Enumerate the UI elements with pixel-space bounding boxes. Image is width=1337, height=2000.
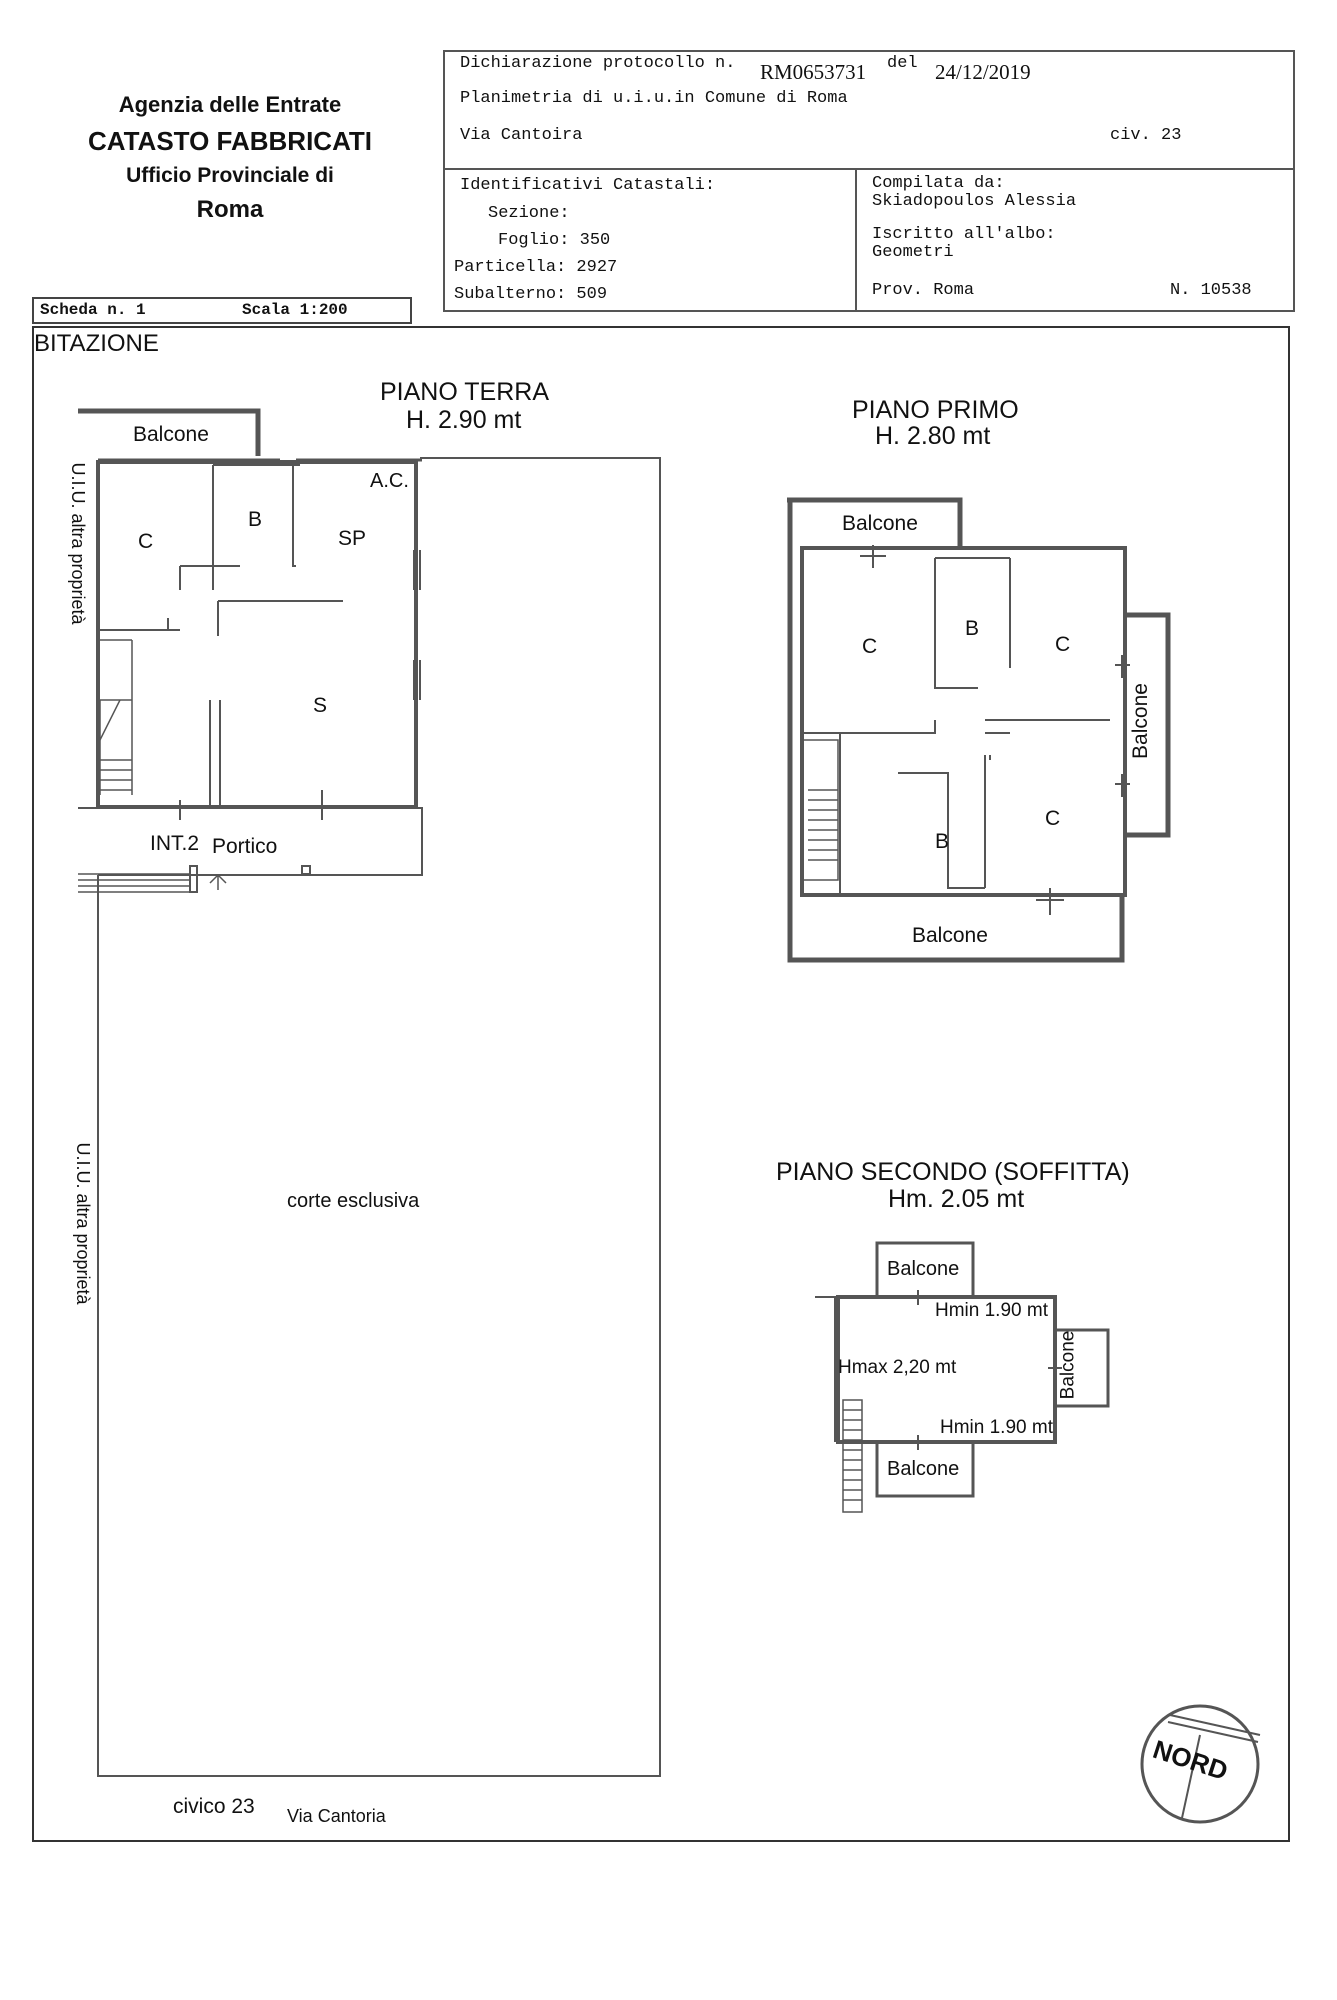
ground-ac-label: A.C. [370, 470, 409, 492]
second-floor-height: Hm. 2.05 mt [888, 1185, 1025, 1213]
albo-label: Iscritto all'albo: [872, 225, 1056, 244]
agency-name: Agenzia delle Entrate [118, 92, 342, 117]
first-room-b2: B [935, 830, 950, 853]
corte-boundary [98, 458, 660, 1776]
second-floor-title: PIANO SECONDO (SOFFITTA) [776, 1158, 1130, 1186]
foglio: Foglio: 350 [498, 231, 611, 250]
identifiers-title: Identificativi Catastali: [460, 176, 716, 195]
uiu-bottom-label: U.I.U. altra proprietà [73, 1142, 93, 1305]
protocol-number: RM0653731 [760, 60, 867, 84]
first-balcone-right-label: Balcone [1128, 683, 1152, 759]
hmin-bottom-label: Hmin 1.90 mt [940, 1417, 1053, 1438]
corte-label: corte esclusiva [287, 1190, 420, 1212]
protocol-label: Dichiarazione protocollo n. [460, 54, 736, 73]
section-title: BITAZIONE [34, 330, 159, 357]
catasto-title: CATASTO FABBRICATI [87, 126, 373, 156]
civico-label: civico 23 [173, 1795, 255, 1818]
first-floor-title: PIANO PRIMO [852, 396, 1019, 424]
sezione: Sezione: [488, 204, 570, 223]
uiu-top-label: U.I.U. altra proprietà [68, 462, 88, 625]
first-room-c2: C [1055, 633, 1071, 656]
first-room-c3: C [1045, 807, 1061, 830]
ground-room-s: S [313, 694, 328, 717]
first-balcone-bottom-label: Balcone [912, 924, 988, 947]
office-city: Roma [196, 196, 264, 223]
civic-number: civ. 23 [1110, 126, 1182, 145]
first-floor-height: H. 2.80 mt [875, 422, 991, 450]
plan-line: Planimetria di u.i.u.in Comune di Roma [460, 89, 848, 108]
scale-label: Scala 1:200 [242, 301, 348, 319]
subalterno: Subalterno: 509 [454, 285, 608, 304]
int-label: INT.2 [150, 832, 200, 855]
ground-floor-height: H. 2.90 mt [406, 406, 522, 434]
protocol-date: 24/12/2019 [935, 60, 1031, 84]
compass-label: NORD [1149, 1733, 1232, 1787]
second-balcone-right-label: Balcone [1057, 1330, 1079, 1400]
registration-number: N. 10538 [1170, 281, 1252, 300]
ground-balcone-label: Balcone [133, 423, 209, 446]
via-label: Via Cantoria [287, 1806, 386, 1826]
compiler-label: Compilata da: [872, 174, 1005, 193]
street-name: Via Cantoira [460, 126, 583, 145]
particella: Particella: 2927 [454, 258, 618, 277]
compiler-name: Skiadopoulos Alessia [872, 192, 1077, 211]
portico-label: Portico [212, 835, 278, 858]
first-balcone-top-label: Balcone [842, 512, 918, 535]
albo-value: Geometri [872, 243, 954, 262]
hmin-top-label: Hmin 1.90 mt [935, 1300, 1048, 1321]
second-balcone-top-label: Balcone [887, 1258, 960, 1280]
second-balcone-bottom-label: Balcone [887, 1458, 960, 1480]
first-room-b1: B [965, 617, 980, 640]
office-label: Ufficio Provinciale di [126, 164, 334, 187]
hmax-label: Hmax 2,20 mt [838, 1357, 957, 1378]
province: Prov. Roma [872, 281, 975, 300]
ground-room-sp: SP [338, 527, 367, 550]
first-outer-walls [802, 548, 1125, 895]
scheda-number: Scheda n. 1 [40, 301, 146, 319]
ground-floor-title: PIANO TERRA [380, 378, 550, 406]
protocol-del: del [887, 54, 918, 73]
ground-room-c: C [138, 530, 154, 553]
ground-room-b: B [248, 508, 263, 531]
first-room-c1: C [862, 635, 878, 658]
